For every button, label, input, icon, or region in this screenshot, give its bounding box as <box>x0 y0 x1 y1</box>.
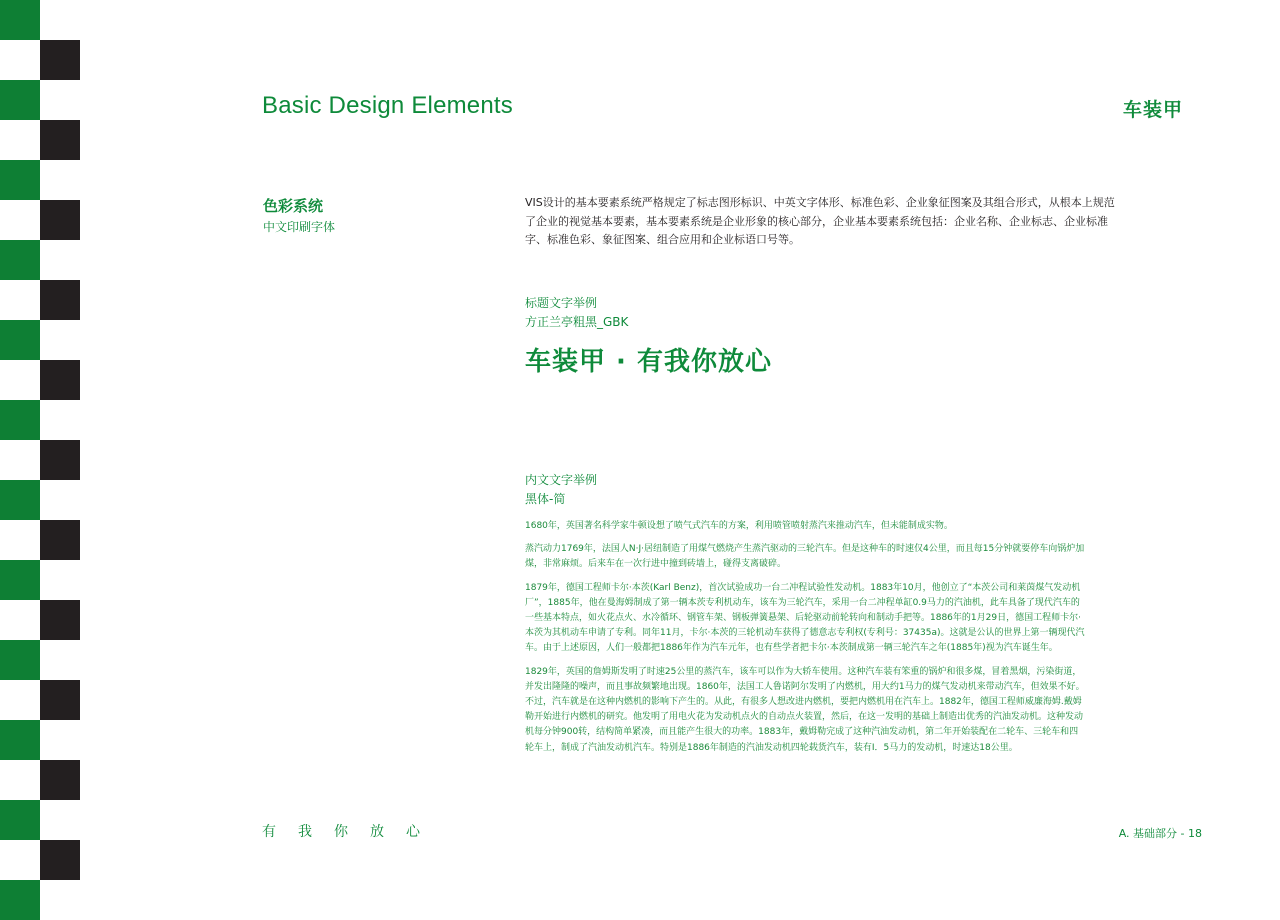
checker-cell <box>0 200 40 240</box>
checker-cell <box>40 400 80 440</box>
checker-cell <box>0 280 40 320</box>
checker-cell <box>40 320 80 360</box>
body-sample-font: 黑体-简 <box>525 492 566 506</box>
checker-cell <box>40 800 80 840</box>
checker-cell <box>0 0 40 40</box>
checker-cell <box>40 40 80 80</box>
heading-sample-text: 车装甲 · 有我你放心 <box>525 347 772 377</box>
checkerboard-strip <box>0 0 80 886</box>
checker-cell <box>0 640 40 680</box>
body-paragraph: 蒸汽动力1769年，法国人N·J·居纽制造了用煤气燃烧产生蒸汽驱动的三轮汽车。但是这种车的时速仅4公里，而且每15分钟就要停车向锅炉加煤，非常麻烦。后来车在一次行进中撞到砖墙上，碰得支离破碎。 <box>525 544 1085 570</box>
checker-cell <box>0 240 40 280</box>
checker-cell <box>0 880 40 920</box>
checker-cell <box>0 80 40 120</box>
checker-cell <box>40 80 80 120</box>
checker-cell <box>0 720 40 760</box>
checker-cell <box>40 640 80 680</box>
checker-cell <box>40 120 80 160</box>
checker-cell <box>0 440 40 480</box>
section-title: 色彩系统 <box>263 197 324 215</box>
page-title: Basic Design Elements <box>262 92 513 119</box>
checker-cell <box>40 160 80 200</box>
checker-cell <box>40 0 80 40</box>
checker-cell <box>40 720 80 760</box>
checker-cell <box>40 520 80 560</box>
brand-wordmark: 车装甲 <box>1122 99 1183 121</box>
heading-sample-font: 方正兰亭粗黑_GBK <box>525 315 629 329</box>
checker-cell <box>0 800 40 840</box>
checker-cell <box>40 480 80 520</box>
checker-cell <box>0 160 40 200</box>
checker-cell <box>0 600 40 640</box>
body-sample-text <box>525 519 1085 764</box>
checker-cell <box>40 880 80 920</box>
checker-cell <box>40 280 80 320</box>
section-subtitle: 中文印刷字体 <box>263 220 336 234</box>
checker-cell <box>40 200 80 240</box>
intro-paragraph: VIS设计的基本要素系统严格规定了标志图形标识、中英文字体形、标准色彩、企业象征图案及其组合形式，从根本上规范了企业的视觉基本要素，基本要素系统是企业形象的核心部分，企业基本要素系统包括：企业名称、企业标志、企业标准字、标准色彩、象征图案、组合应用和企业标语口号等。 <box>525 196 1115 246</box>
checker-cell <box>40 560 80 600</box>
checker-cell <box>40 440 80 480</box>
body-paragraph: 1680年，英国著名科学家牛顿设想了喷气式汽车的方案，利用喷管喷射蒸汽来推动汽车，但未能制成实物。 <box>525 521 953 531</box>
footer-slogan: 有我你放心 <box>262 824 442 840</box>
body-sample-label: 内文文字举例 <box>525 473 598 487</box>
checker-cell <box>0 120 40 160</box>
checker-cell <box>0 360 40 400</box>
checker-cell <box>0 400 40 440</box>
checker-cell <box>40 360 80 400</box>
checker-cell <box>0 760 40 800</box>
checker-cell <box>40 680 80 720</box>
checker-cell <box>0 40 40 80</box>
checker-cell <box>0 520 40 560</box>
checker-cell <box>40 760 80 800</box>
checker-cell <box>0 320 40 360</box>
checker-cell <box>40 240 80 280</box>
page-number: A. 基础部分 - 18 <box>1118 827 1202 840</box>
checker-cell <box>0 840 40 880</box>
checker-cell <box>0 480 40 520</box>
checker-cell <box>0 560 40 600</box>
heading-sample-label: 标题文字举例 <box>525 296 598 310</box>
checker-cell <box>40 600 80 640</box>
checker-cell <box>0 680 40 720</box>
checker-cell <box>40 840 80 880</box>
body-paragraph: 1829年，英国的詹姆斯发明了时速25公里的蒸汽车，该车可以作为大轿车使用。这种汽车装有笨重的锅炉和很多煤，冒着黑烟，污染街道，并发出隆隆的噪声，而且事故频繁地出现。1860年，法国工人鲁诺阿尔发明了内燃机，用大约1马力的煤气发动机来带动汽车，但效果不好。不过，汽车就是在这种内燃机的影响下产生的。从此，有很多人想改进内燃机，要把内燃机用在汽车上。1882年，德国工程师威廉海姆.戴姆勒开始进行内燃机的研究。他发明了用电火花为发动机点火的自动点火装置，然后，在这一发明的基础上制造出优秀的汽油发动机。这种发动机每分钟900转，结构简单紧凑，而且能产生很大的功率。1883年，戴姆勒完成了这种汽油发动机，第二年开始装配在二轮车、三轮车和四轮车上，制成了汽油发动机汽车。特别是1886年制造的汽油发动机四轮载货汽车，装有I．5马力的发动机，时速达18公里。 <box>525 666 1085 753</box>
body-paragraph: 1879年，德国工程师卡尔·本茨(Karl Benz)，首次试验成功一台二冲程试验性发动机。1883年10月，他创立了“本茨公司和莱茵煤气发动机厂”，1885年，他在曼海姆制成了第一辆本茨专利机动车，该车为三轮汽车，采用一台二冲程单缸0.9马力的汽油机，此车具备了现代汽车的一些基本特点，如火花点火、水冷循环、钢管车架、钢板弹簧悬架、后轮驱动前轮转向和制动手把等。1886年的1月29日，德国工程师卡尔·本茨为其机动车申请了专利。同年11月，卡尔·本茨的三轮机动车获得了德意志专利权(专利号：37435a)。这就是公认的世界上第一辆现代汽车。由于上述原因，人们一般都把1886年作为汽车元年，也有些学者把卡尔·本茨制成第一辆三轮汽车之年(1885年)视为汽车诞生年。 <box>525 582 1085 654</box>
